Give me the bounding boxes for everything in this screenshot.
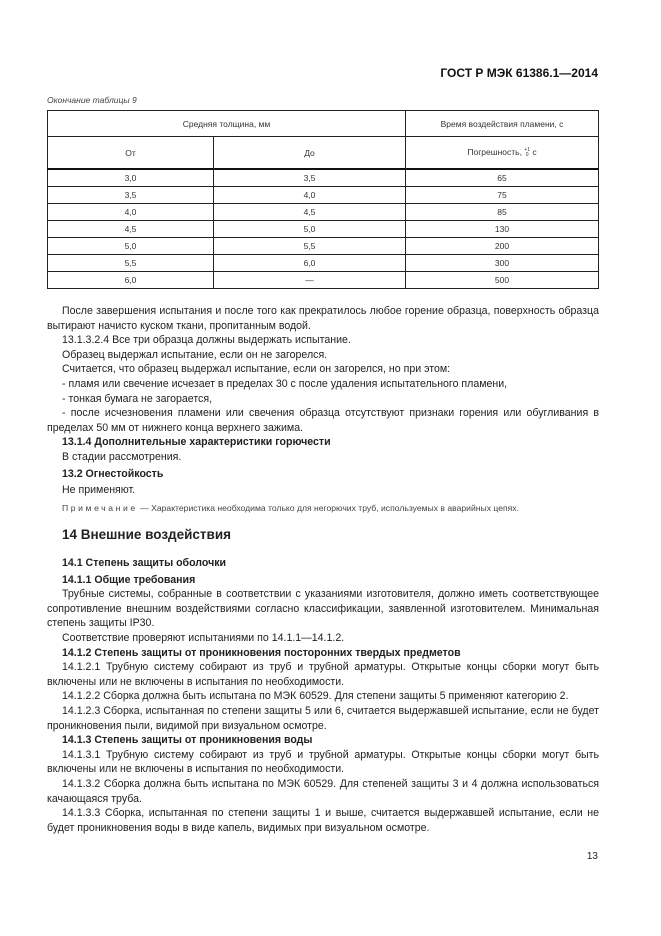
table-row [48,238,599,255]
paragraph: 14.1.3.1 Трубную систему собирают из труб и трубной арматуры. Открытые концы сборки могут быть включены или не включены в испытания по необходимости. [47,748,599,776]
header-to: До [214,137,406,170]
table-row [48,221,599,238]
heading-13-1-4: 13.1.4 Дополнительные характеристики горючести [62,436,331,449]
cell-time: 130 [406,221,599,238]
cell-time: 300 [406,255,599,272]
paragraph: В стадии рассмотрения. [62,450,182,463]
cell-to: 5,0 [214,221,406,238]
paragraph: Считается, что образец выдержал испытание, если он загорелся, но при этом: [62,363,451,376]
note-label: Примечание [62,502,138,513]
cell-to: 4,5 [214,204,406,221]
table-caption: Окончание таблицы 9 [47,95,137,105]
cell-time: 500 [406,272,599,289]
cell-from: 3,5 [48,187,214,204]
table-row [48,187,599,204]
heading-14-1-3: 14.1.3 Степень защиты от проникновения воды [62,734,313,747]
cell-from: 6,0 [48,272,214,289]
note: Примечание — Характеристика необходима только для негорючих труб, используемых в аварийных цепях. [62,502,519,513]
table-row [48,272,599,289]
paragraph: Соответствие проверяют испытаниями по 14.1.1—14.1.2. [62,631,345,644]
cell-to: — [214,272,406,289]
paragraph: Трубные системы, собранные в соответствии с указаниями изготовителя, должно иметь соответствующее сопротивление внешним воздействиями согласно классификации, заявленной изготовителем. Минимальная степень защиты IP30. [47,588,599,630]
table-row [48,169,599,187]
paragraph: 14.1.2.3 Сборка, испытанная по степени защиты 5 или 6, считается выдержавшей испытание, если не будет проникновения пыли, видимой при визуальном осмотре. [47,704,599,732]
header-avg-thickness: Средняя толщина, мм [48,111,406,137]
body-section-13 [47,304,599,515]
body-section-14 [47,556,599,835]
cell-from: 5,5 [48,255,214,272]
cell-time: 75 [406,187,599,204]
cell-from: 4,0 [48,204,214,221]
heading-13-2: 13.2 Огнестойкость [62,467,164,480]
list-item: - пламя или свечение исчезает в пределах 30 с после удаления испытательного пламени, [62,377,508,390]
header-tolerance: Погрешность, +1 0 с [406,137,599,170]
flame-time-table [47,110,599,289]
cell-time: 200 [406,238,599,255]
paragraph: 14.1.3.2 Сборка должна быть испытана по МЭК 60529. Для степеней защиты 3 и 4 должна использоваться качающаяся труба. [47,777,599,805]
document-id: ГОСТ Р МЭК 61386.1—2014 [440,66,598,80]
paragraph: Не применяют. [62,484,136,497]
heading-section-14: 14 Внешние воздействия [62,527,232,542]
cell-to: 5,5 [214,238,406,255]
cell-to: 3,5 [214,169,406,187]
heading-14-1-2: 14.1.2 Степень защиты от проникновения посторонних твердых предметов [62,646,461,659]
paragraph: 14.1.2.1 Трубную систему собирают из труб и трубной арматуры. Открытые концы сборки могут быть включены или не включены в испытания по необходимости. [47,661,599,688]
cell-to: 4,0 [214,187,406,204]
page-number: 13 [586,851,598,862]
cell-from: 3,0 [48,169,214,187]
heading-14-1: 14.1 Степень защиты оболочки [62,557,227,569]
list-item: - после исчезновения пламени или свечения образца отсутствуют признаки горения или обугливания в пределах 50 мм от нижнего конца верхнего зажима. [47,407,599,434]
paragraph: 14.1.2.2 Сборка должна быть испытана по МЭК 60529. Для степени защиты 5 применяют категорию 2. [62,690,569,703]
paragraph: После завершения испытания и после того как прекратилось любое горение образца, поверхность образца вытирают начисто куском ткани, пропитанным водой. [47,305,599,332]
cell-from: 5,0 [48,238,214,255]
table-row [48,255,599,272]
paragraph: 14.1.3.3 Сборка, испытанная по степени защиты 1 и выше, считается выдержавшей испытание, если не будет проникновения воды в виде капель, видимых при визуальном осмотре. [47,807,599,834]
cell-time: 65 [406,169,599,187]
cell-to: 6,0 [214,255,406,272]
header-from: От [48,137,214,170]
paragraph: 13.1.3.2.4 Все три образца должны выдержать испытание. [62,334,351,347]
header-flame-time: Время воздействия пламени, с [406,111,599,137]
table-row [48,204,599,221]
heading-14-1-1: 14.1.1 Общие требования [62,573,196,586]
list-item: - тонкая бумага не загорается, [62,392,213,405]
cell-from: 4,5 [48,221,214,238]
paragraph: Образец выдержал испытание, если он не загорелся. [62,348,328,361]
cell-time: 85 [406,204,599,221]
